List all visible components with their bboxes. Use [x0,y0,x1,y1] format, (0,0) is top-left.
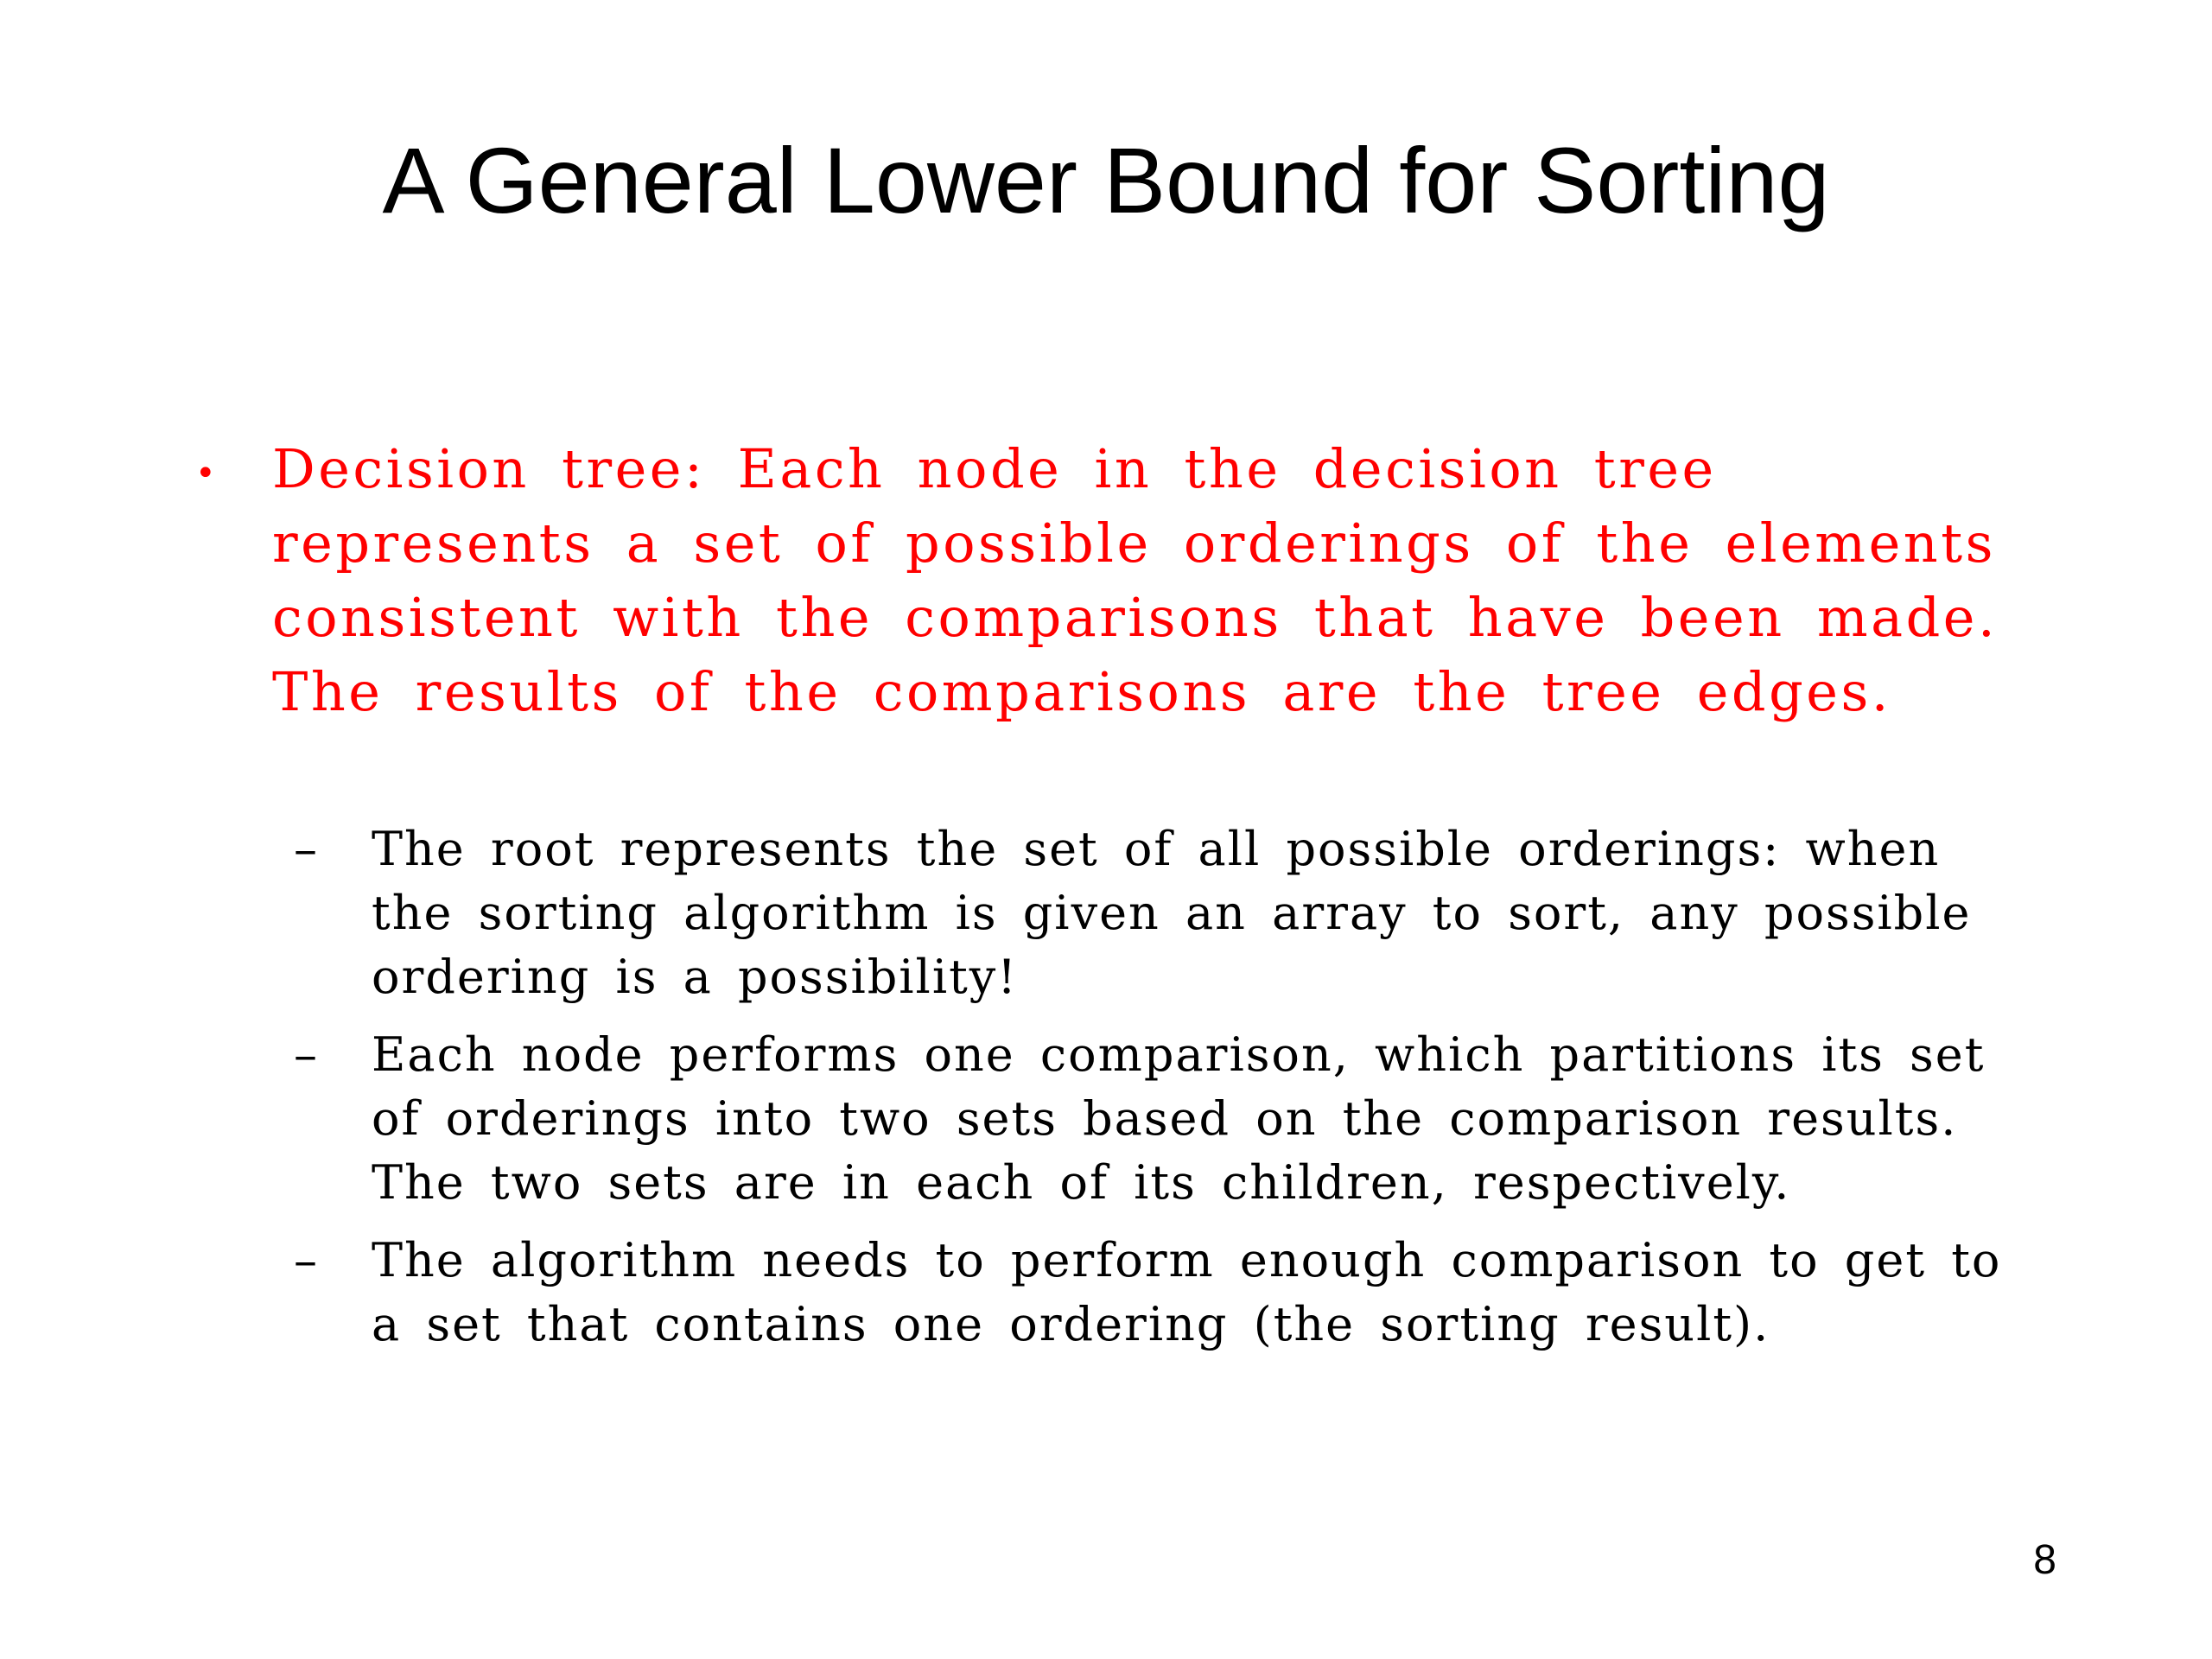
sub-bullet-item [294,817,2022,1009]
dash-icon: – [294,1233,317,1287]
sub-bullet-item [294,1229,2022,1357]
sub-bullet-list [294,817,2022,1370]
sub-bullet-text: The root represents the set of all possible orderings: when the sorting algorithm is given an array to sort, any possible ordering is a possibility! [372,822,1972,1004]
slide-title: A General Lower Bound for Sorting [382,128,1830,232]
dash-icon: – [294,822,317,876]
sub-bullet-item [294,1023,2022,1215]
sub-bullet-text: The algorithm needs to perform enough comparison to get to a set that contains one ordering (the sorting result). [372,1233,2002,1351]
main-bullet-icon: • [195,454,216,493]
sub-bullet-text: Each node performs one comparison, which partitions its set of orderings into two sets based on the comparison results. The two sets are in each of its children, respectively. [372,1027,1986,1210]
dash-icon: – [294,1027,317,1082]
page-number: 8 [2033,1537,2056,1583]
main-bullet-text: Decision tree: Each node in the decision tree represents a set of possible orderings of the elements consistent with the comparisons that have been made. The results of the comparisons are the tree edges. [272,437,1999,723]
